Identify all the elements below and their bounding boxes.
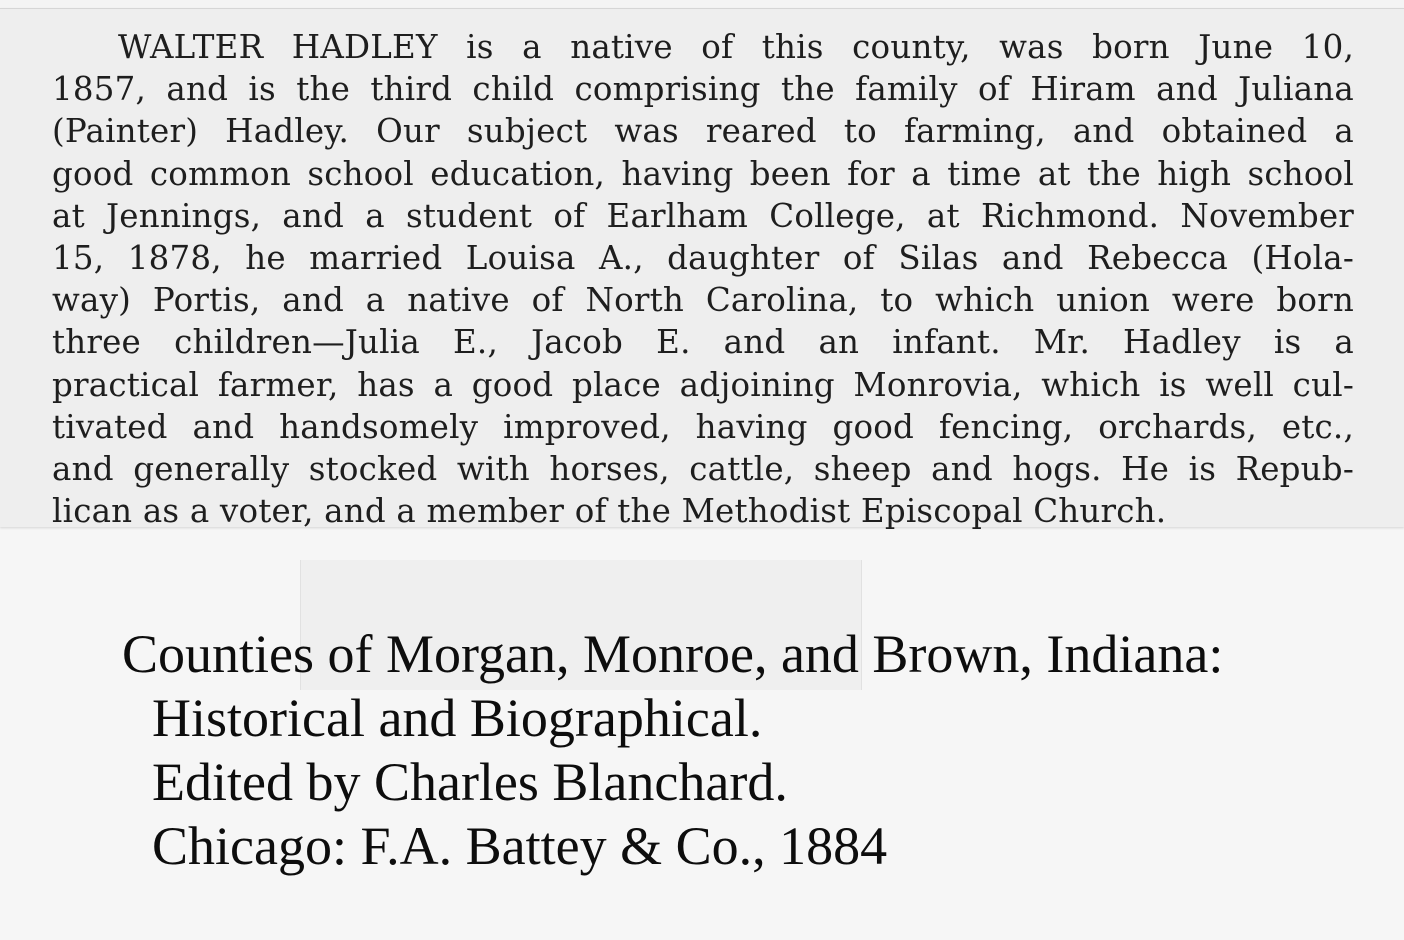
biography-line: lican as a voter, and a member of the Methodist Episcopal Church. xyxy=(52,492,1167,531)
biography-text xyxy=(52,26,1354,532)
biography-line: at Jennings, and a student of Earlham College, at Richmond. November xyxy=(52,196,1354,235)
biography-line: WALTER HADLEY is a native of this county, was born June 10, xyxy=(118,28,1354,66)
citation-title: Counties of Morgan, Monroe, and Brown, Indiana: xyxy=(122,624,1224,684)
biography-line: good common school education, having been for a time at the high school xyxy=(52,154,1354,193)
citation-publisher: Chicago: F.A. Battey & Co., 1884 xyxy=(152,816,888,876)
source-citation xyxy=(122,622,1342,878)
citation-editor: Edited by Charles Blanchard. xyxy=(152,752,788,812)
biography-line: 15, 1878, he married Louisa A., daughter of Silas and Rebecca (Hola- xyxy=(52,239,1354,278)
biography-line: and generally stocked with horses, cattle, sheep and hogs. He is Repub- xyxy=(52,450,1354,489)
citation-subtitle: Historical and Biographical. xyxy=(152,688,763,748)
biography-line: (Painter) Hadley. Our subject was reared to farming, and obtained a xyxy=(52,112,1354,151)
biography-line: way) Portis, and a native of North Carolina, to which union were born xyxy=(52,281,1354,320)
biography-line: practical farmer, has a good place adjoining Monrovia, which is well cul- xyxy=(52,365,1354,404)
biography-line: 1857, and is the third child comprising the family of Hiram and Juliana xyxy=(52,70,1354,109)
biography-line: three children—Julia E., Jacob E. and an infant. Mr. Hadley is a xyxy=(52,323,1354,362)
biography-line: tivated and handsomely improved, having good fencing, orchards, etc., xyxy=(52,407,1354,446)
